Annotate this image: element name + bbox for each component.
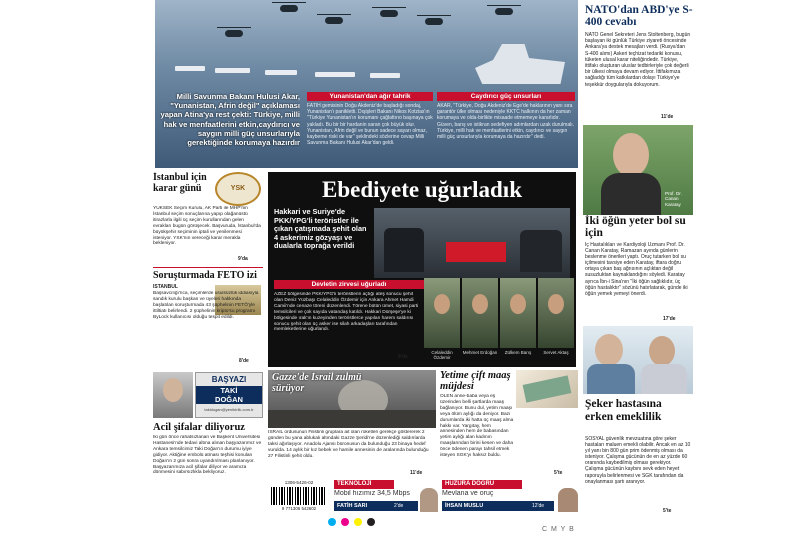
hero-col2-text: AKAR, "Türkiye, Doğu Akdeniz'de Ege'de haklarının yanı sıra garantör ülke olması nedeniyle KKTC halkının da her zaman korumaya ve olda-birlikte misaade etmemeye kararlıdır. Güven, barış ve istikran sedefiyen adımlardan uzak durulmalı. Türkiye, milli hak ve menfaatlerini etkin, caydırıcı ve saygın milli güç unsurlarıyla korumaya da hazırdır" dedi.: [437, 103, 575, 141]
face-icon: [548, 294, 564, 314]
barcode-code: 1306-5426-02: [284, 480, 314, 485]
black-dot: [367, 518, 375, 526]
main-subheadline: Hakkari ve Suriye'de PKK/YPG'li teröristler ile çıkan çatışmada şehit olan 4 askerimiz gözyaşı ve dualarla toprağa verildi: [274, 208, 367, 251]
yetime-text: ÖLEN anne-baba veya eş üzerinden belli şartlarda maaş bağlanıyor. Bunu dul, yetim maaşı veya ölüm aylığı da deniyor. Bazı durumlarda iki hatta üç maaş alma hakkı var. Yargıtay, hem annesinden hem de babasından yetim aylığı alan kadının maaşlarından birini kesen ve daha önce ödenen parayı tahsil etmek isteyen SGK'yı haksız buldu.: [440, 394, 514, 459]
yetime-page-ref: 5'te: [554, 470, 563, 476]
man-figure: [595, 334, 623, 366]
helicopter-icon: [380, 10, 398, 17]
soldier-photo: [462, 278, 498, 348]
soldier-name: Celaleddin Özdemir: [431, 350, 453, 361]
istanbul-headline: İstanbul için karar günü: [153, 172, 207, 194]
man-body: [587, 364, 635, 394]
teknoloji-headline: Mobil hızımız 34,5 Mbps: [334, 490, 410, 497]
author-photo: [420, 488, 438, 512]
soldier-name: Servet Aktaş: [543, 350, 569, 355]
seker-photo: [583, 326, 693, 394]
bayazi-headline: Acil şifalar diliyoruz: [153, 422, 245, 433]
bayazi-nameplate: [195, 372, 263, 418]
gazze-page-ref: 11'de: [410, 470, 423, 476]
money-photo: [516, 370, 578, 408]
woman-body: [641, 364, 687, 394]
main-banner: Devletin zirvesi uğurladı: [274, 280, 424, 289]
nato-headline: NATO'dan ABD'ye S-400 cevabı: [585, 4, 693, 28]
nato-text: NATO Genel Sekreteri Jens Stoltenberg, bugün başlayan iki günlük Türkiye ziyareti öncesinde Ankara'ya destek mesajları verdi. (Rusya'dan S-400 alımı) Askeri teçhizat tedariki konusu, tüketen ulusal karar niteliğindedir. Türkiye, ittifakı oluşturan uluslar tedbirleriyle çok değerli bir ülkesi olmaya devam ediyor. İttifakımıza sağladığı tüm katkılardan dolayı Türkiye'ye teşekkür doygularıyla dokuyorum.: [585, 32, 691, 88]
barcode: [268, 480, 330, 512]
bayazi-column: [153, 370, 265, 515]
teknoloji-author: FATİH SARI: [334, 501, 418, 511]
ship-icon: [370, 73, 400, 78]
canan-text: İç Hastalıkları ve Kardiyoloji Uzmanı Prof. Dr. Canan Karatay, Ramazan ayında günlerin beslenme önerileri yaptı. Oruç tutarken bol su içilmesini tavsiye eden Karatay, iftara doğru ortaya çıkan baş ağrısının açlıktan değil susuzluktan kaynaklandığını söyledi. Karatay ayrıca İbn-i Sina'nın "İki öğün sağlıklıdır, üç öğün hastalıktır" sözünü hatırlatarak, günde iki öğün yemek yemeyi önerdi.: [585, 242, 688, 297]
helicopter-icon: [225, 30, 243, 37]
soldier-photo: [500, 278, 536, 348]
helicopter-icon: [425, 18, 443, 25]
helicopter-icon: [495, 8, 513, 15]
huzura-author: İHSAN MUSLU: [442, 501, 554, 511]
soldier-name: Mehmet Erdoğan: [462, 350, 498, 355]
funeral-photo: [374, 208, 570, 278]
hero-col1-text: FATİH gemisinin Doğu Akdeniz'de başladığı sondaj, Yunanistan'ı panikletti. Dışişleri Bakanı Nikos Kotzias'ın "Türkiye Yunanistan'ın korumanı çağlattırıo başınaya çok yakladı. Bu bir bir hardanin saran çok büyük olur. Yunanistan, Afrin değil ve bunun sadece sayarı olmaz, kaybeme riski de var" şeklindeki sözlerine cevap Milli Savunma Bakanı Hulusi Akar'dan geldi.: [307, 103, 433, 147]
nato-story: [583, 0, 693, 125]
soldier-portraits: [424, 278, 574, 366]
cyan-dot: [328, 518, 336, 526]
gazze-headline: Gazze'de İsrail zulmü sürüyor: [272, 372, 362, 394]
author-photo: [558, 488, 578, 512]
helicopter-icon: [325, 17, 343, 24]
face-icon: [472, 294, 488, 314]
soldier-name: Zülkem Barış: [504, 350, 532, 355]
teknoloji-promo: [334, 480, 438, 512]
canan-photo-caption: Prof. Dr. Canan Karatay: [665, 191, 682, 207]
main-page-ref: 8'de: [398, 354, 408, 360]
seker-text: SOSYAL güvenlik mevzuatına göre şeker hastaları maluen emekli olabilir. Ancak en az 10 yıl yanı bin 800 gün prim ödenmiş olması da isteniyor. Çalışma gücünün de en az yüzde 60 oranında kaybedilmiş olması gerekiyor. Çalışma gücünün kaybını sevk eden heyet raporuyla belirlenmesi ve SGK tarafından da onaylanması şartı aranıyor.: [585, 436, 691, 485]
nato-page-ref: 11'de: [661, 114, 674, 120]
bayazi-name1: TAKİ: [196, 386, 262, 395]
istanbul-page-ref: 9'da: [238, 256, 248, 262]
soldier-photo: [538, 278, 574, 348]
face-icon: [510, 294, 526, 314]
crowd-shape: [384, 228, 424, 272]
bayazi-kicker: BAŞYAZI: [211, 375, 247, 384]
barcode-digits: 9 771306 542602: [281, 506, 317, 511]
ysk-seal-logo: [215, 172, 261, 206]
teknoloji-page-ref: 2'de: [394, 503, 404, 509]
gazze-text: İSRAİL ordusunun Filistinli gruplara ait olan roketleri gerekçe göstererek 2 günden bu yana ablukalı altındaki Gazze Şeridi'ne düzenlediği saldırılarda taksi ağırlaşıyor. Anadolu Ajansı büronusun da bulunduğu 23 binaya hedef vurulda. 14 aylık bir kız bebek ve hamile annesinin de aralarında bulunduğu 27 Filistinli şehit oldu.: [268, 430, 429, 459]
feto-page-ref: 8'de: [239, 358, 249, 364]
hero-col2-heading: Caydırıcı güç unsurları: [437, 92, 575, 101]
helicopter-icon: [280, 5, 298, 12]
face-icon: [434, 294, 450, 314]
hero-col1-heading: Yunanistan'dan ağır tahrik: [307, 92, 433, 101]
magenta-dot: [341, 518, 349, 526]
soldier-photo: [424, 278, 460, 348]
warship-image: [475, 44, 565, 84]
woman-figure: [649, 336, 675, 366]
ship-icon: [265, 70, 297, 75]
istanbul-text: YÜKSEK Seçim Kurulu, AK Parti ile MHP'nin İstanbul seçim sonuçlarına yapıp olağanüstü itirazlarla ilgili üç seçim kurullarından gelen evrakları bugün görüşecek. Başvuruda, İstanbul'da büyükşehir seçiminin iptali ve yenilenmesi isteniyor. YSK'nın vereceği karar merakla bekleniyor.: [153, 206, 261, 247]
canan-karatay-photo: [583, 125, 693, 215]
main-story: [268, 172, 576, 367]
huzura-headline: Mevlana ve oruç: [442, 490, 494, 497]
crowd-shape: [520, 230, 562, 272]
bayazi-email: takidogan@yenibirlik.com.tr: [204, 407, 254, 412]
seker-headline: Şeker hastasına erken emeklilik: [585, 398, 662, 423]
ship-icon: [215, 68, 250, 73]
ship-icon: [315, 72, 355, 77]
feto-text: Başsavcılığı'nca, seçimlerde usulsüzlük iddiasıyla sandık kurulu başkan ve üyeleri hakkında başlatılan soruşturmada 43 şüphelinin FETÖ'yle ittiltiatı belirlendi. 2 şüphelinin kripto’su programı ByLock kullanıcısı olduğu tespit edildi.: [153, 291, 259, 320]
ship-icon: [175, 66, 205, 71]
teknoloji-label: TEKNOLOJİ: [334, 480, 394, 489]
hero-photo: [155, 0, 578, 168]
istanbul-story: [153, 172, 265, 264]
seker-page-ref: 5'te: [663, 508, 672, 514]
feto-story: [153, 267, 265, 367]
hero-caption: Milli Savunma Bakanı Hulusi Akar, "Yunanistan, Afrin değil" açıklaması yapan Atina'ya rest çekti: Türkiye, milli hak ve menfaatlerini etkin,caydırıcı ve saygın milli güç unsurlarıyla gerektiğinde korumaya hazırdır: [160, 92, 300, 148]
huzura-label: HUZURA DOĞRU: [442, 480, 522, 489]
flag-coffin-icon: [446, 242, 506, 262]
face-icon: [613, 133, 649, 177]
color-registration-dots: [328, 517, 388, 527]
yetime-story: [440, 370, 578, 478]
yellow-dot: [354, 518, 362, 526]
shoulders-shape: [601, 173, 661, 215]
city-skyline: [268, 410, 436, 428]
face-icon: [163, 378, 183, 402]
main-text: AZEZ bölgesinde PKK/YPG'li teröristlerin açtığı ateş sonucu şehit olan Deniz Yüzbaşı Celaleddin Özdemir için Ankara Ahmet Hamdi Camii'nde cenaze töreni düzenlendi. Törene bütün ümet, siyasi parti temsilcileri ve çok sayıda vatandaş katıldı. Hakkari Dürşeşe'ye ki bölgesinde ırak'ın kuzeyinden teröristlerce yapılan harem saldırısı sonucu şehit olan üç asker ise silah arkadaşları tarafından memleketlerine uğurlandı.: [274, 292, 419, 333]
banknote-icon: [523, 375, 572, 402]
bayazi-name2: DOĞAN: [196, 395, 262, 404]
ysk-seal-text: YSK: [230, 185, 246, 192]
main-headline: Ebediyete uğurladık: [321, 177, 522, 202]
barcode-bars-icon: [271, 487, 327, 505]
canan-headline: İki öğün yeter bol su için: [585, 215, 686, 239]
canan-page-ref: 17'de: [663, 316, 676, 322]
yetime-headline: Yetime çift maaş müjdesi: [440, 370, 511, 392]
feto-lead: İSTANBUL: [153, 284, 178, 290]
seker-story: [583, 396, 693, 520]
gazze-story: [268, 370, 436, 478]
canan-story: [583, 215, 693, 323]
taki-dogan-photo: [153, 372, 193, 418]
feto-headline: Soruşturmada FETÖ izi: [153, 270, 257, 281]
bayazi-text: İki gün önce rahatsızlanan ve Başkent Üniversitesi Hastanesi'nde tedavi altına alınan başyazarımız ve Ankara temsilcimiz Taki Doğan'ın durumu iyiye gidiyor. Aktiğine embolü atması teşhisi konulan Doğan'ın 2 gün sonra uyandırılması planlanıyor. Başyazarımıza acil şifalar diliyor ve aramıza dönmesini sabırsızlıkla bekliyoruz.: [153, 435, 262, 476]
huzura-promo: [442, 480, 578, 512]
huzura-page-ref: 12'de: [532, 503, 545, 509]
cmyb-letters: C M Y B: [542, 526, 575, 533]
